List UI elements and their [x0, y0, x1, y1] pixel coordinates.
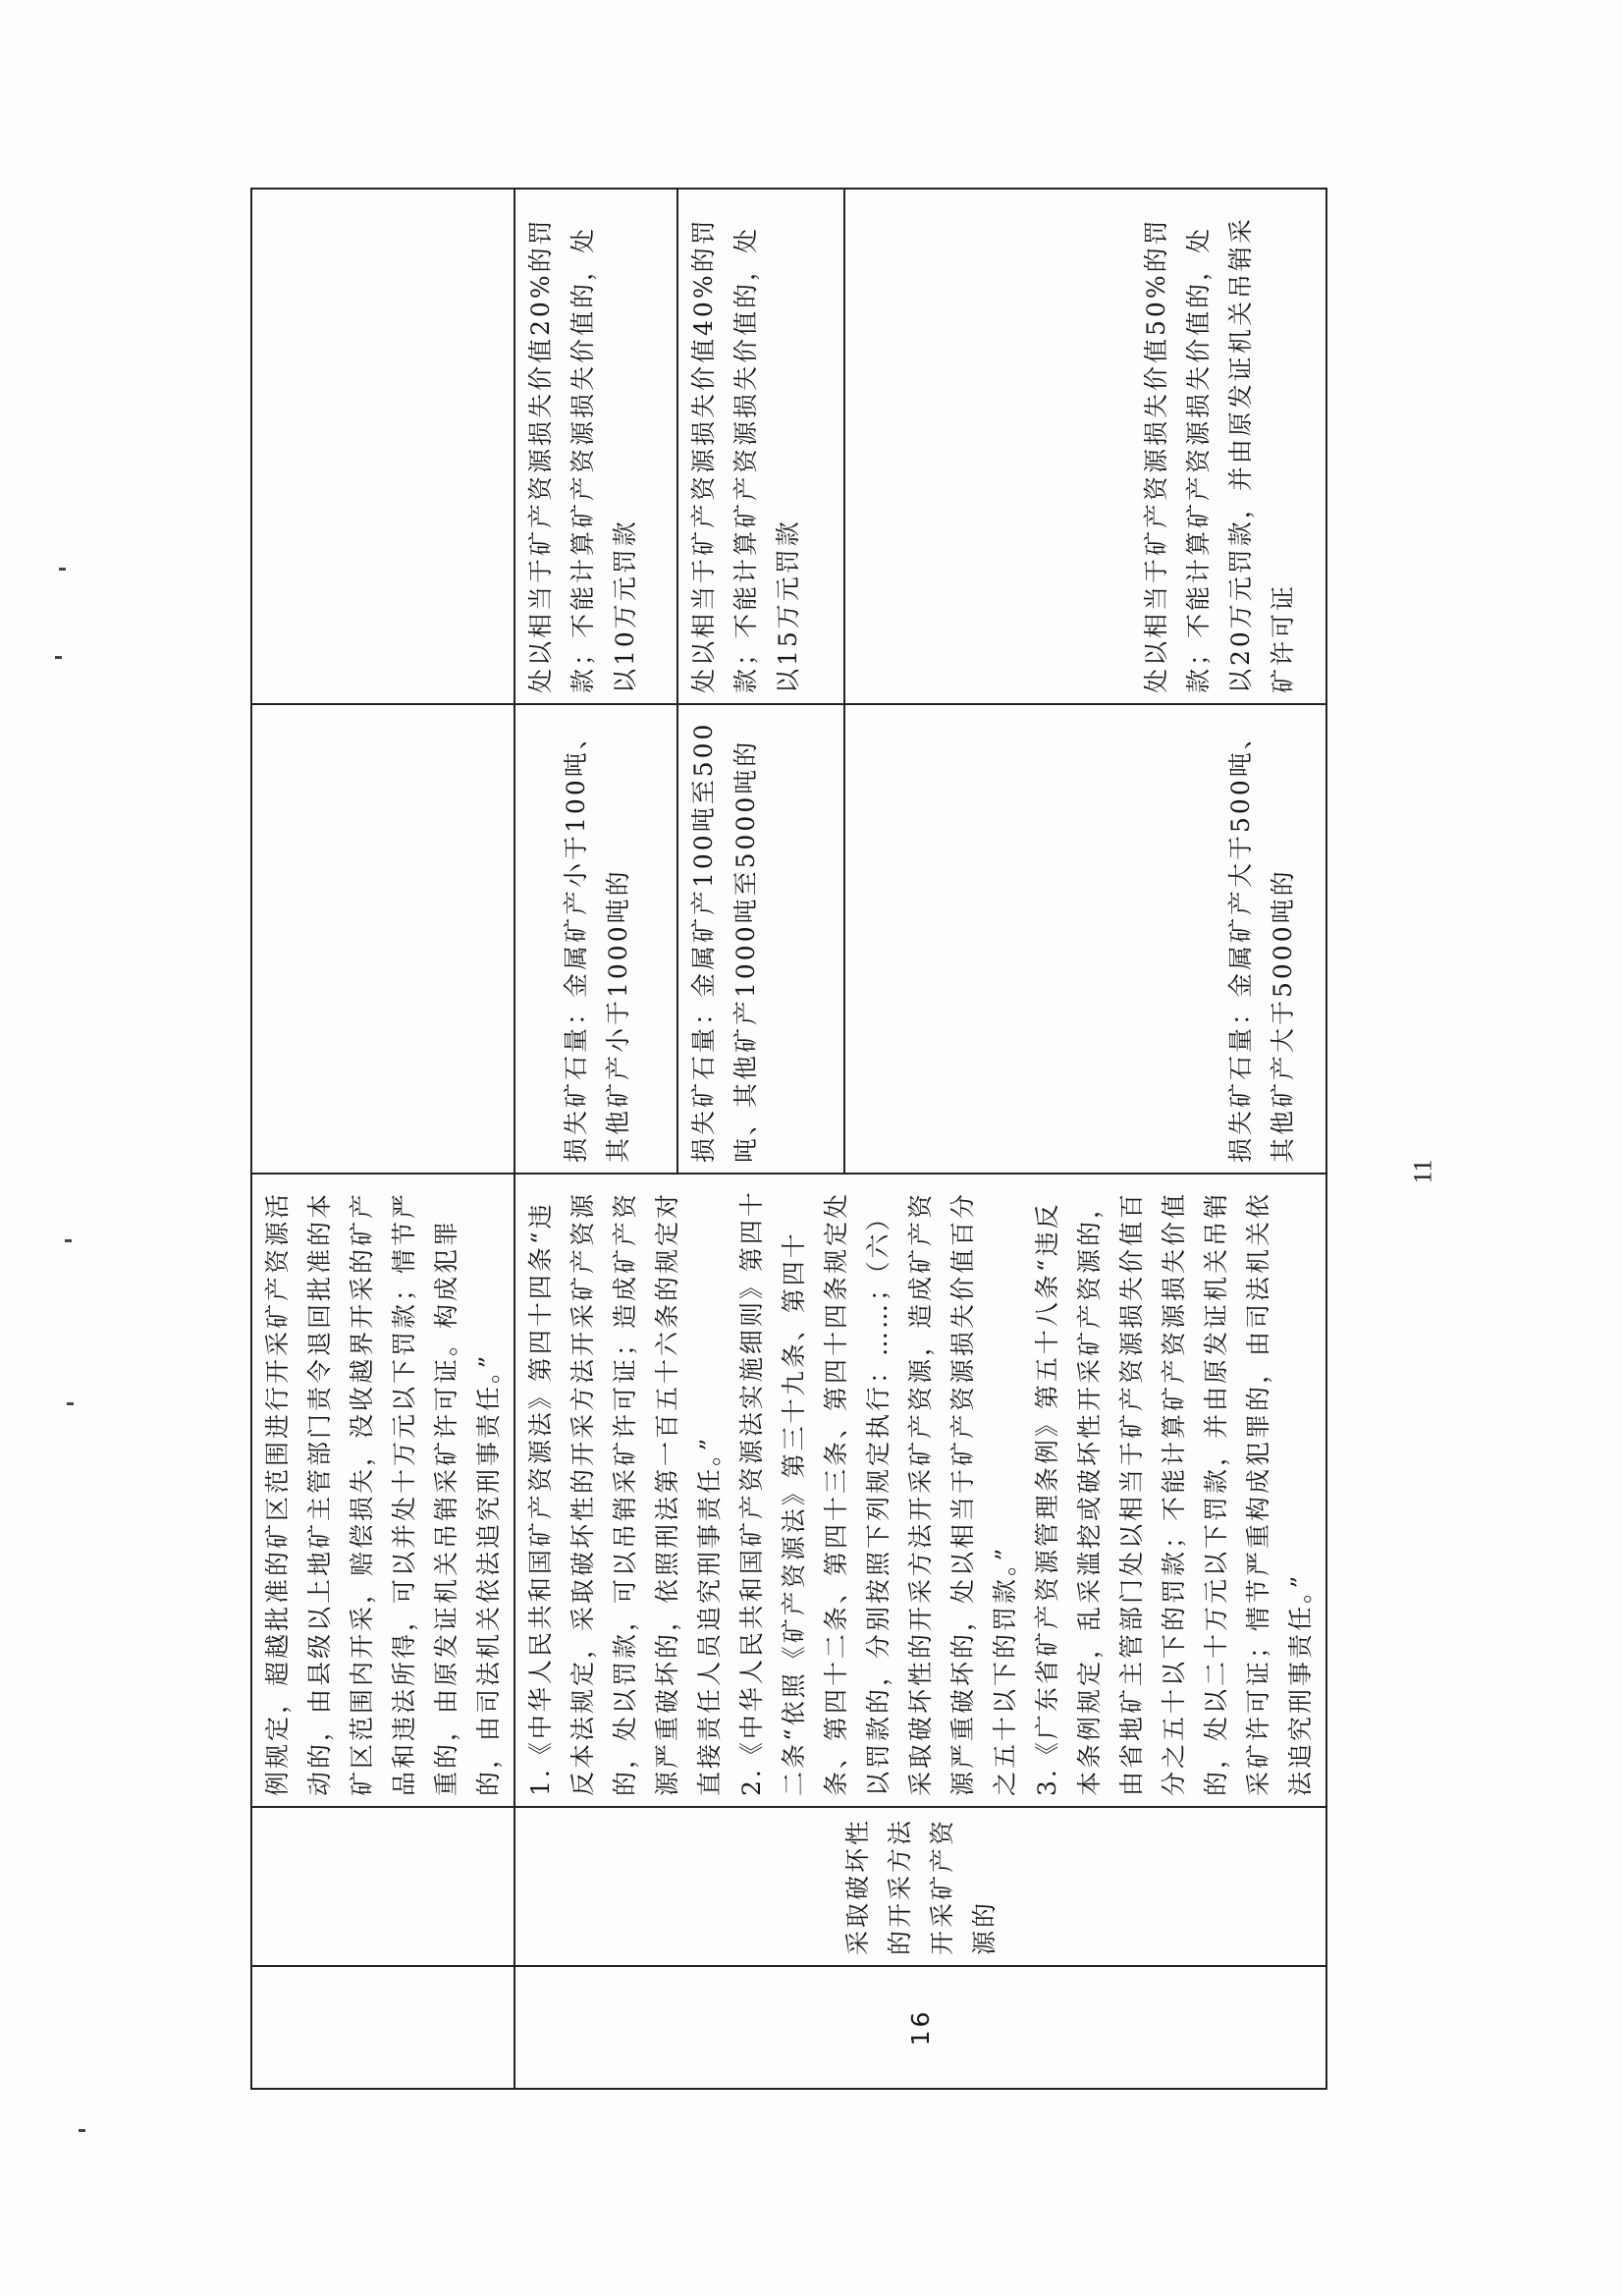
scan-speck — [55, 656, 62, 659]
prev-row-number-cell — [251, 1966, 514, 2089]
legal-basis: 1.《中华人民共和国矿产资源法》第四十四条“违反本法规定，采取破坏性的开采方法开采矿产资源的，处以罚款，可以吊销采矿许可证；造成矿产资源严重破坏的，依照刑法第一百五十六条的规定对直接责任人员追究刑事责任。” 2.《中华人民共和国矿产资源法实施细则》第四十二条“依照《矿产资源法》第三十九条、第四十条、第四十二条、第四十三条、第四十四条规定处以罚款的，分别按照下列规定执行：……；（六）采取破坏性的开采方法开采矿产资源，造成矿产资源严重破坏的，处以相当于矿产资源损失价值百分之五十以下的罚款。” 3.《广东省矿产资源管理条例》第五十八条“违反本条例规定，乱采滥挖或破坏性开采矿产资源的，由省地矿主管部门处以相当于矿产资源损失价值百分之五十以下的罚款；不能计算矿产资源损失价值的，处以二十万元以下罚款，并由原发证机关吊销采矿许可证；情节严重构成犯罪的，由司法机关依法追究刑事责任。” — [514, 1174, 1326, 1807]
prev-penalty-cell — [251, 189, 514, 704]
scan-speck — [67, 1402, 74, 1405]
scan-speck — [79, 2129, 85, 2132]
prev-violation-type-cell — [251, 1807, 514, 1966]
page-number: 11 — [1408, 1159, 1437, 1184]
penalty-1: 处以相当于矿产资源损失价值20%的罚款；不能计算矿产资源损失价值的，处以10万元罚款 — [514, 189, 677, 704]
circumstance-3: 损失矿石量：金属矿产大于500吨、其他矿产大于5000吨的 — [844, 704, 1326, 1174]
scan-speck — [59, 568, 66, 571]
penalty-2: 处以相当于矿产资源损失价值40%的罚款；不能计算矿产资源损失价值的，处以15万元罚款 — [677, 189, 844, 704]
circumstance-1: 损失矿石量：金属矿产小于100吨、其他矿产小于1000吨的 — [514, 704, 677, 1174]
circumstance-2: 损失矿石量：金属矿产100吨至500吨、其他矿产1000吨至5000吨的 — [677, 704, 844, 1174]
penalty-table — [250, 188, 1327, 2090]
table-row — [514, 189, 677, 2089]
violation-type: 采取破坏性的开采方法开采矿产资源的 — [514, 1807, 1326, 1966]
prev-circumstance-cell — [251, 704, 514, 1174]
penalty-3: 处以相当于矿产资源损失价值50%的罚款；不能计算矿产资源损失价值的，处以20万元罚款，并由原发证机关吊销采矿许可证 — [844, 189, 1326, 704]
rotated-table-container — [250, 190, 1315, 2090]
scan-speck — [65, 1239, 72, 1242]
row-number: 16 — [514, 1966, 1326, 2089]
prev-legal-basis-cell: 例规定，超越批准的矿区范围进行开采矿产资源活动的，由县级以上地矿主管部门责令退回批准的本矿区范围内开采，赔偿损失，没收越界开采的矿产品和违法所得，可以并处十万元以下罚款；情节严重的，由原发证机关吊销采矿许可证。构成犯罪的，由司法机关依法追究刑事责任。” — [251, 1174, 514, 1807]
table-row — [251, 189, 514, 2089]
